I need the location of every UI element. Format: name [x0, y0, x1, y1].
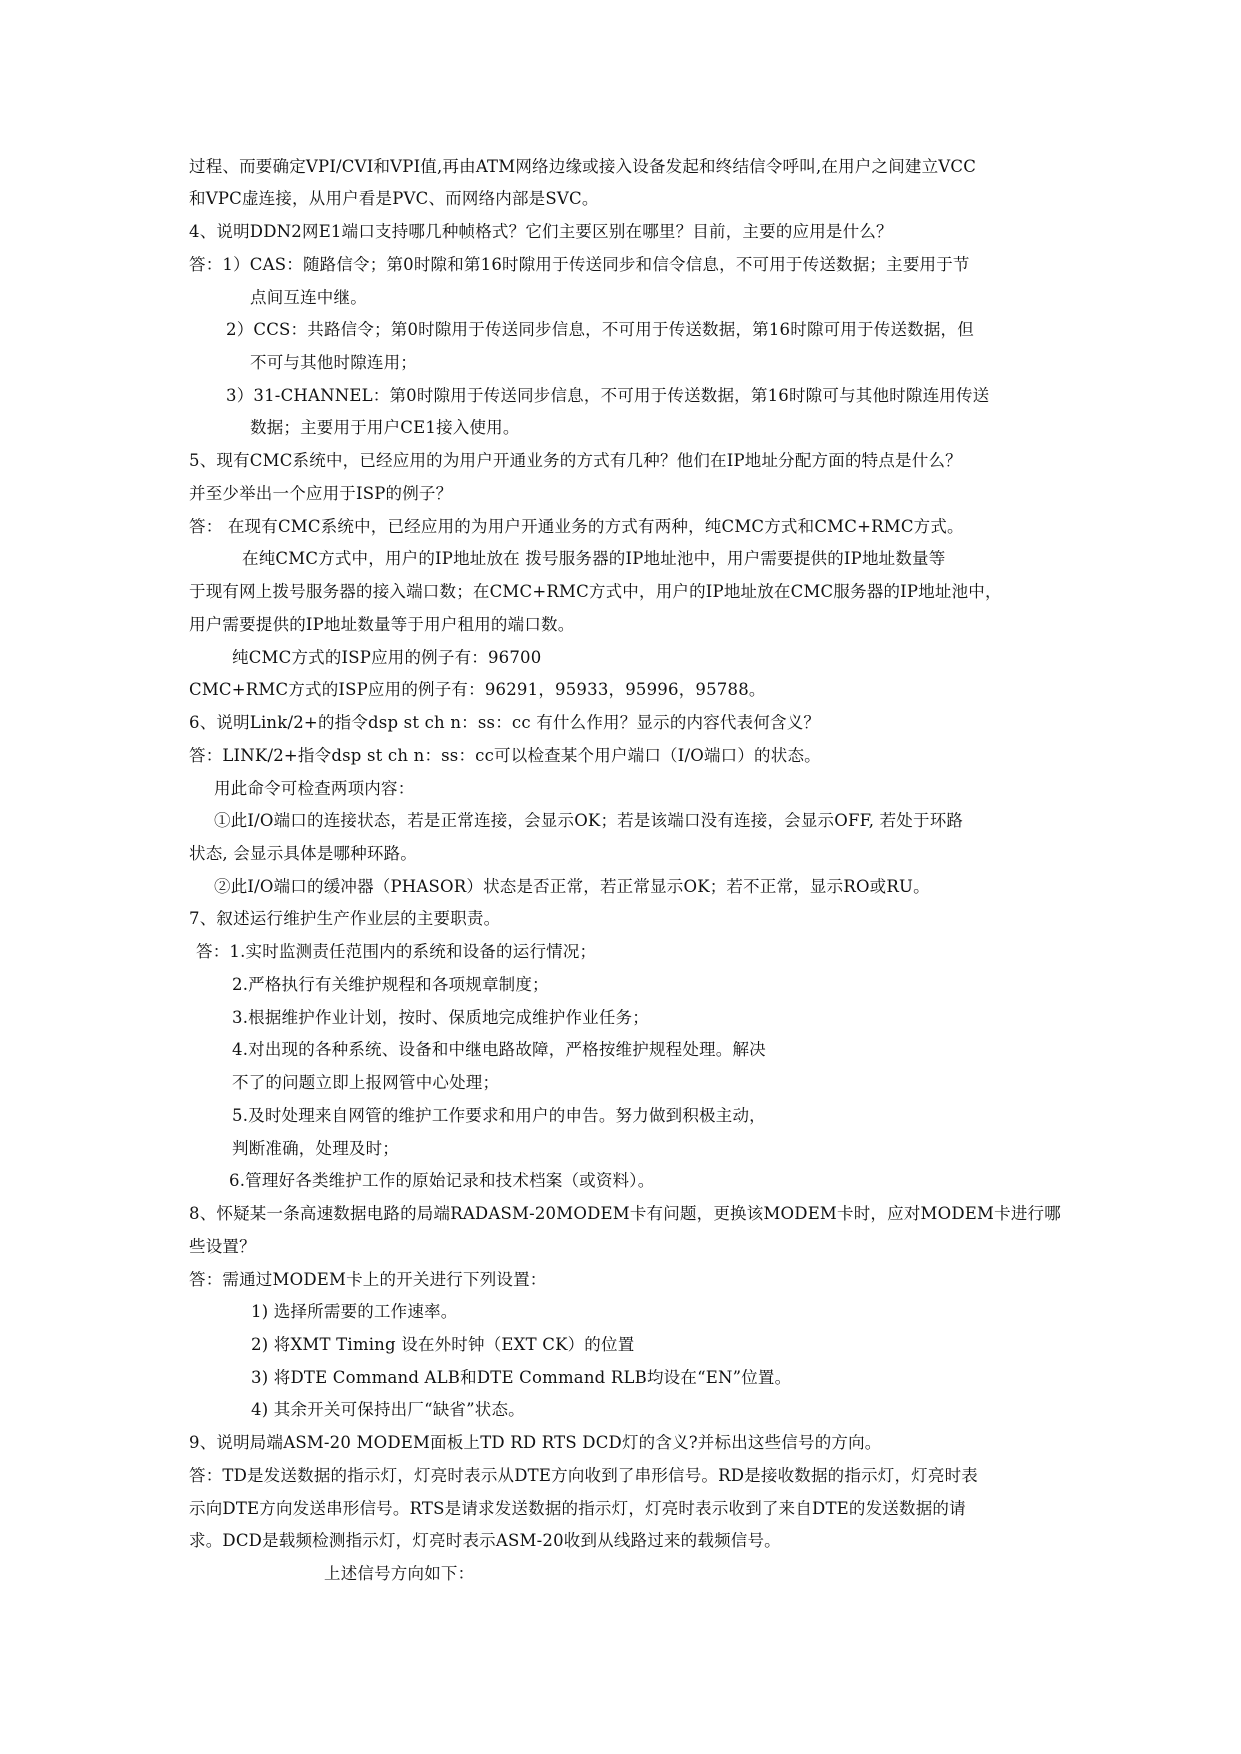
text-line: 判断准确，处理及时； — [232, 1139, 399, 1158]
text-line: 3.根据维护作业计划，按时、保质地完成维护作业任务； — [232, 1008, 649, 1027]
text-line: 答：1.实时监测责任范围内的系统和设备的运行情况； — [196, 942, 597, 961]
text-line: 4、说明DDN2网E1端口支持哪几种帧格式？它们主要区别在哪里？目前，主要的应用是什么？ — [189, 222, 893, 241]
text-line: ①此I/O端口的连接状态，若是正常连接，会显示OK；若是该端口没有连接，会显示OFF, 若处于环路 — [214, 811, 964, 830]
text-line: 用户需要提供的IP地址数量等于用户租用的端口数。 — [189, 615, 575, 634]
text-line: 1) 选择所需要的工作速率。 — [251, 1302, 458, 1321]
text-line: 过程、而要确定VPI/CVI和VPI值,再由ATM网络边缘或接入设备发起和终结信令呼叫,在用户之间建立VCC — [189, 157, 977, 176]
text-line: 不了的问题立即上报网管中心处理； — [232, 1073, 500, 1092]
text-line: 并至少举出一个应用于ISP的例子？ — [189, 484, 453, 503]
text-line: 3) 将DTE Command ALB和DTE Command RLB均设在“EN”位置。 — [251, 1368, 792, 1387]
text-line: 点间互连中继。 — [250, 288, 367, 307]
text-line: 在纯CMC方式中，用户的IP地址放在 拨号服务器的IP地址池中，用户需要提供的IP地址数量等 — [242, 549, 946, 568]
text-line: 状态, 会显示具体是哪种环路。 — [189, 844, 417, 863]
text-line: 用此命令可检查两项内容： — [214, 779, 415, 798]
text-line: 4) 其余开关可保持出厂“缺省”状态。 — [251, 1400, 525, 1419]
text-line: 3）31-CHANNEL：第0时隙用于传送同步信息，不可用于传送数据，第16时隙可与其他时隙连用传送 — [226, 386, 990, 405]
text-line: ②此I/O端口的缓冲器（PHASOR）状态是否正常，若正常显示OK；若不正常，显示RO或RU。 — [214, 877, 930, 896]
text-line: 9、说明局端ASM-20 MODEM面板上TD RD RTS DCD灯的含义?并标出这些信号的方向。 — [189, 1433, 882, 1452]
text-line: 6、说明Link/2+的指令dsp st ch n：ss：cc 有什么作用？显示的内容代表何含义？ — [189, 713, 821, 732]
text-line: 答：需通过MODEM卡上的开关进行下列设置： — [189, 1270, 547, 1289]
text-line: 答：1）CAS：随路信令；第0时隙和第16时隙用于传送同步和信令信息，不可用于传送数据；主要用于节 — [189, 255, 970, 274]
text-line: 上述信号方向如下： — [324, 1564, 475, 1583]
text-line: 答： 在现有CMC系统中，已经应用的为用户开通业务的方式有两种，纯CMC方式和CMC+RMC方式。 — [189, 517, 964, 536]
text-line: 5.及时处理来自网管的维护工作要求和用户的申告。努力做到积极主动， — [232, 1106, 766, 1125]
text-line: 答：TD是发送数据的指示灯，灯亮时表示从DTE方向收到了串形信号。RD是接收数据的指示灯，灯亮时表 — [189, 1466, 978, 1485]
text-line: 答：LINK/2+指令dsp st ch n：ss：cc可以检查某个用户端口（I/O端口）的状态。 — [189, 746, 821, 765]
text-line: 数据；主要用于用户CE1接入使用。 — [250, 418, 520, 437]
text-line: CMC+RMC方式的ISP应用的例子有：96291，95933，95996，95788。 — [189, 680, 766, 699]
text-line: 纯CMC方式的ISP应用的例子有：96700 — [232, 648, 542, 667]
text-line: 4.对出现的各种系统、设备和中继电路故障，严格按维护规程处理。解决 — [232, 1040, 766, 1059]
text-line: 2.严格执行有关维护规程和各项规章制度； — [232, 975, 549, 994]
text-line: 示向DTE方向发送串形信号。RTS是请求发送数据的指示灯，灯亮时表示收到了来自DTE的发送数据的请 — [189, 1499, 966, 1518]
text-line: 不可与其他时隙连用； — [250, 353, 417, 372]
text-line: 7、叙述运行维护生产作业层的主要职责。 — [189, 909, 501, 928]
text-line: 8、怀疑某一条高速数据电路的局端RADASM-20MODEM卡有问题，更换该MODEM卡时，应对MODEM卡进行哪 — [189, 1204, 1061, 1223]
text-line: 于现有网上拨号服务器的接入端口数；在CMC+RMC方式中，用户的IP地址放在CMC服务器的IP地址池中， — [189, 582, 1002, 601]
text-line: 和VPC虚连接，从用户看是PVC、而网络内部是SVC。 — [189, 189, 599, 208]
text-line: 2）CCS：共路信令；第0时隙用于传送同步信息，不可用于传送数据，第16时隙可用于传送数据，但 — [226, 320, 974, 339]
text-line: 些设置？ — [189, 1237, 256, 1256]
text-line: 求。DCD是载频检测指示灯，灯亮时表示ASM-20收到从线路过来的载频信号。 — [189, 1531, 781, 1550]
text-line: 2) 将XMT Timing 设在外时钟（EXT CK）的位置 — [251, 1335, 635, 1354]
text-line: 5、现有CMC系统中，已经应用的为用户开通业务的方式有几种？他们在IP地址分配方面的特点是什么？ — [189, 451, 962, 470]
text-line: 6.管理好各类维护工作的原始记录和技术档案（或资料）。 — [229, 1171, 655, 1190]
